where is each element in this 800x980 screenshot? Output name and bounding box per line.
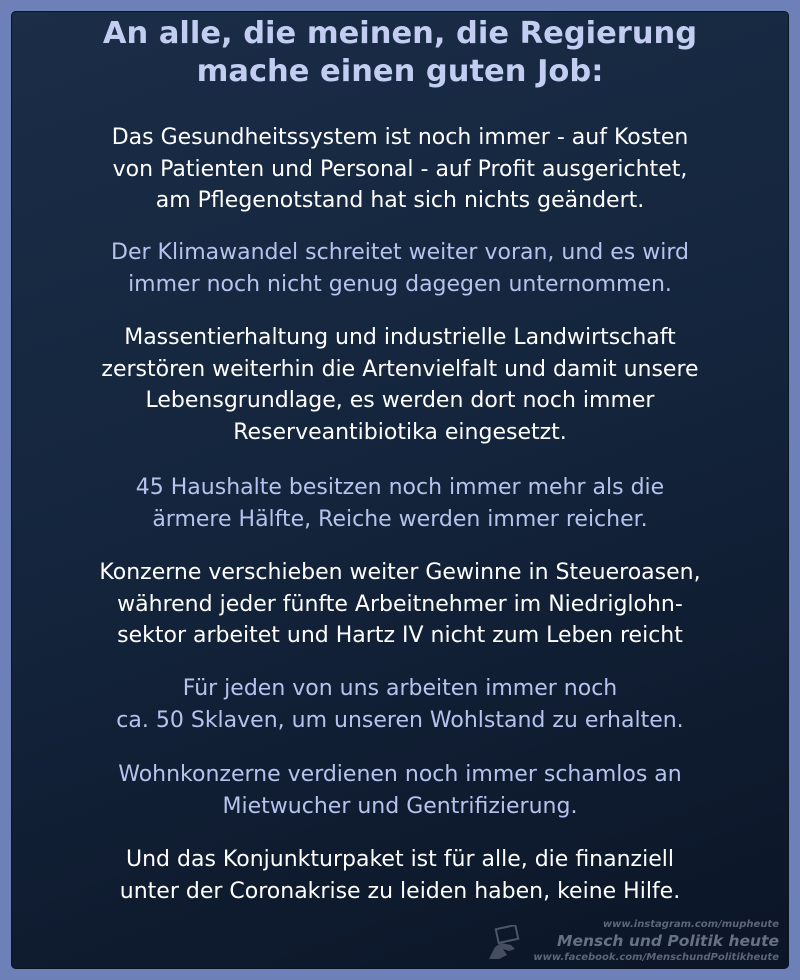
paragraph-agriculture: Massentierhaltung und industrielle Landwirtschaft zerstören weiterhin die Artenvielfalt und damit unsere Lebensgrundlage, es werden dort noch immer Reserveantibiotika eingesetzt. [101, 325, 699, 445]
paragraph-corporations: Konzerne verschieben weiter Gewinne in Steueroasen, während jeder fünfte Arbeitnehmer im Niedriglohn- sektor arbeitet und Hartz IV nicht zum Leben reicht [99, 560, 701, 648]
paragraph-slaves: Für jeden von uns arbeiten immer noch ca. 50 Sklaven, um unseren Wohlstand zu erhalten. [116, 676, 684, 733]
paragraph-wealth: 45 Haushalte besitzen noch immer mehr als die ärmere Hälfte, Reiche werden immer reicher. [135, 475, 665, 532]
watermark-brand: Mensch und Politik heute [557, 932, 779, 950]
watermark-facebook: www.facebook.com/MenschundPolitikheute [533, 952, 779, 963]
watermark [481, 917, 781, 965]
hand-with-ballot-icon [485, 925, 525, 961]
headline-line-1: An alle, die meinen, die Regierung [102, 16, 698, 51]
headline-line-2: mache einen guten Job: [196, 54, 604, 89]
paragraph-climate: Der Klimawandel schreitet weiter voran, und es wird immer noch nicht genug dagegen unternommen. [111, 240, 689, 297]
paragraph-health-system: Das Gesundheitssystem ist noch immer - auf Kosten von Patienten und Personal - auf Profit ausgerichtet, am Pflegenotstand hat sich nichts geändert. [111, 125, 689, 213]
paragraph-stimulus: Und das Konjunkturpaket ist für alle, die finanziell unter der Coronakrise zu leiden haben, keine Hilfe. [119, 847, 681, 904]
watermark-instagram: www.instagram.com/mupheute [602, 919, 779, 930]
headline [11, 15, 789, 91]
paragraph-housing: Wohnkonzerne verdienen noch immer schamlos an Mietwucher und Gentrifizierung. [118, 762, 682, 819]
poster-panel [11, 11, 789, 969]
